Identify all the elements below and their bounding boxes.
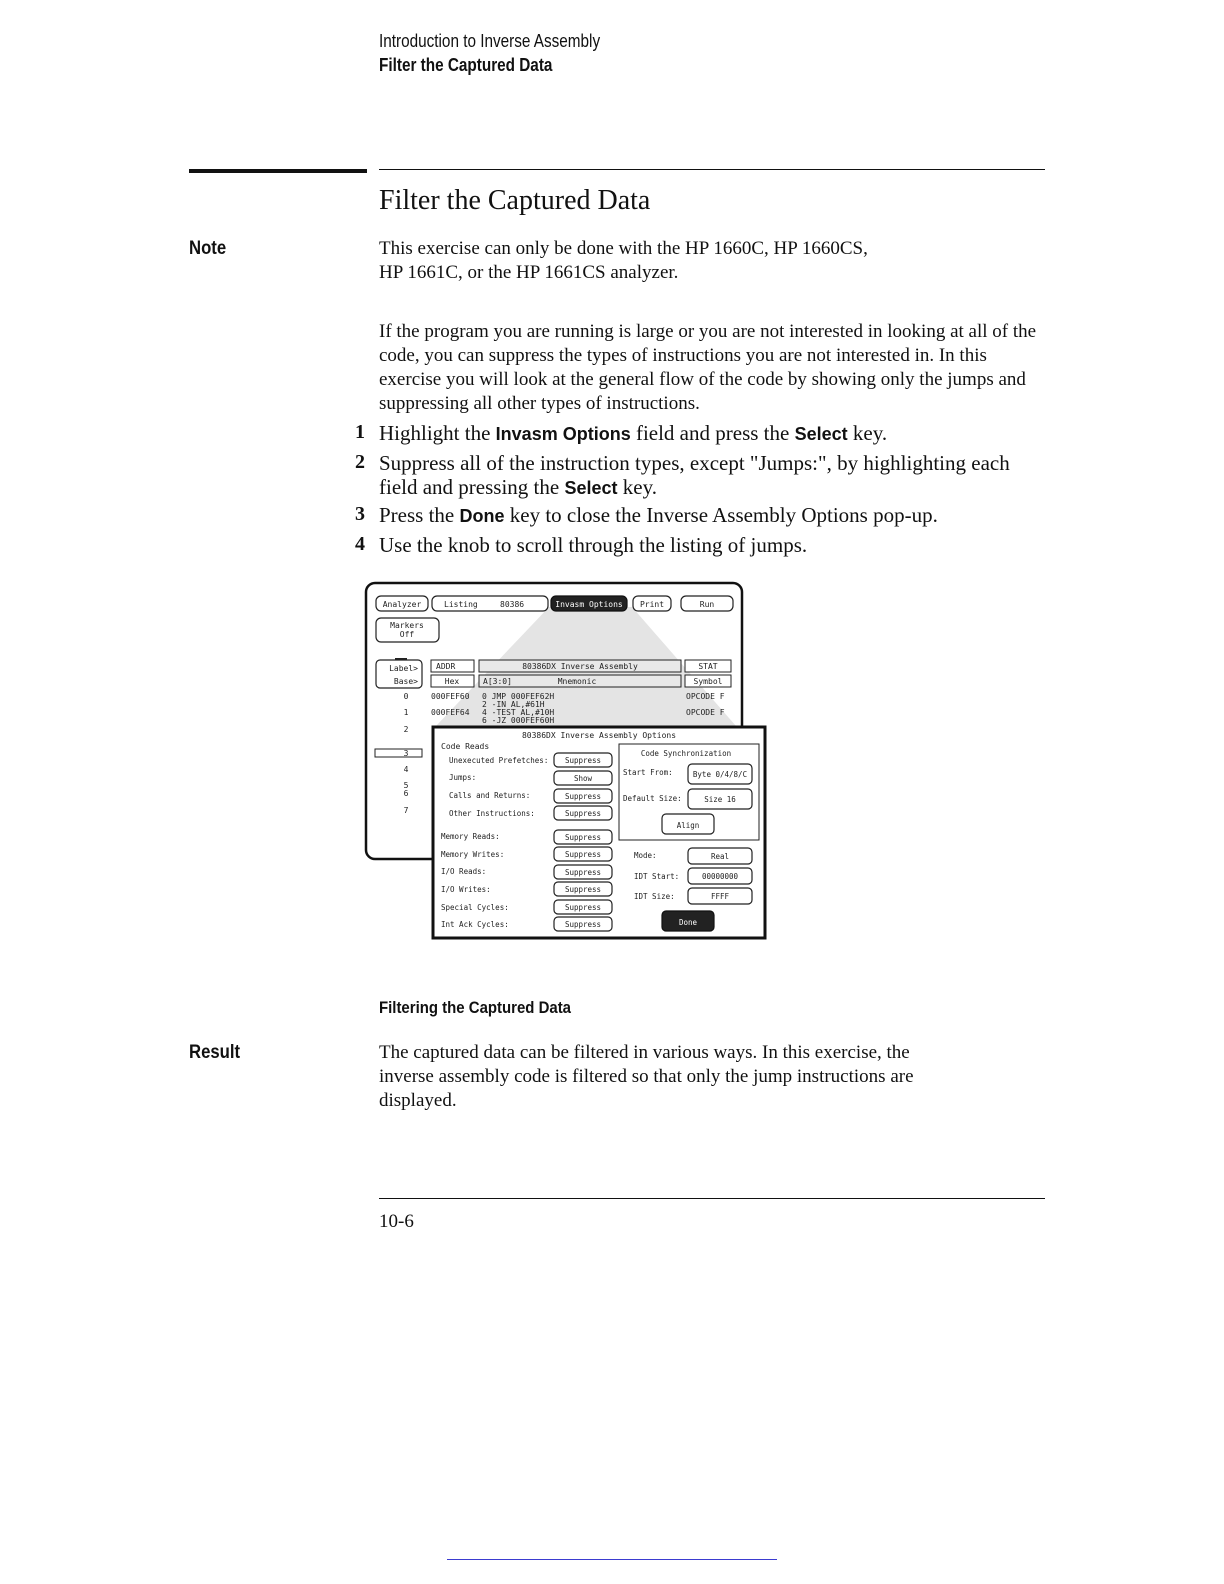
svg-text:Code Reads: Code Reads: [441, 742, 490, 751]
idt-size-field[interactable]: [688, 888, 752, 904]
option-io-writes: [441, 885, 491, 894]
svg-text:Analyzer: Analyzer: [382, 600, 422, 609]
run-button[interactable]: [681, 596, 733, 611]
key-invasm-options: Invasm Options: [495, 424, 631, 444]
svg-text:5: 5: [403, 781, 409, 790]
option-memory-reads: [441, 832, 500, 841]
step-number: 1: [355, 421, 365, 443]
label-button[interactable]: [376, 660, 422, 688]
svg-text:Show: Show: [573, 774, 593, 783]
mode-label: Mode:: [634, 851, 657, 860]
step-number: 2: [355, 451, 365, 473]
svg-text:000FEF60: 000FEF60: [431, 692, 470, 701]
svg-text:Mnemonic: Mnemonic: [557, 677, 597, 686]
io-writes-button[interactable]: [554, 882, 612, 896]
note-line-1: This exercise can only be done with the HP 1660C, HP 1660CS,: [379, 238, 868, 259]
svg-text:4: 4: [403, 765, 409, 774]
svg-text:Other Instructions:: Other Instructions:: [449, 809, 535, 818]
memory-reads-button[interactable]: [554, 830, 612, 844]
svg-text:I/O Writes:: I/O Writes:: [441, 885, 491, 894]
svg-text:00000000: 00000000: [701, 872, 739, 881]
idt-start-field[interactable]: [688, 868, 752, 884]
result-text: [379, 1041, 1041, 1113]
footer-rule: [379, 1198, 1045, 1199]
svg-text:Print: Print: [639, 600, 665, 609]
svg-text:Suppress: Suppress: [564, 833, 602, 842]
unexecuted-prefetches-button[interactable]: [554, 753, 612, 767]
svg-text:Base>: Base>: [393, 677, 418, 686]
option-io-reads: [441, 867, 486, 876]
intro-paragraph: If the program you are running is large or you are not interested in looking at all of the code, you can suppress the types of instructions you are not interested in. In this exercise you will look at the general flow of the code by showing only the jumps and suppressing all other types of instructions.: [379, 321, 1037, 414]
svg-text:Hex: Hex: [444, 677, 460, 686]
svg-text:Invasm Options: Invasm Options: [555, 600, 623, 609]
svg-text:Suppress: Suppress: [564, 792, 602, 801]
svg-text:Default Size:: Default Size:: [623, 794, 682, 803]
key-select: Select: [794, 424, 848, 444]
tab-listing[interactable]: [432, 596, 548, 611]
svg-text:Calls and Returns:: Calls and Returns:: [449, 791, 531, 800]
option-int-ack-cycles: [441, 920, 509, 929]
svg-text:OPCODE F: OPCODE F: [686, 692, 725, 701]
svg-text:FFFF: FFFF: [710, 892, 730, 901]
step-text: Press the Done key to close the Inverse Assembly Options pop-up.: [379, 503, 938, 527]
svg-text:80386: 80386: [500, 600, 525, 609]
svg-text:I/O Reads:: I/O Reads:: [441, 867, 487, 876]
svg-text:Special Cycles:: Special Cycles:: [441, 903, 509, 912]
svg-text:Suppress: Suppress: [564, 868, 602, 877]
running-header-section: Filter the Captured Data: [379, 55, 553, 75]
option-jumps: [449, 773, 476, 782]
svg-text:Memory Reads:: Memory Reads:: [441, 832, 500, 841]
svg-text:2 -IN AL,#61H: 2 -IN AL,#61H: [482, 700, 545, 709]
note-line-2: HP 1661C, or the HP 1661CS analyzer.: [379, 262, 679, 283]
tab-print[interactable]: [633, 596, 671, 611]
svg-text:1: 1: [403, 708, 409, 717]
svg-text:ADDR: ADDR: [436, 662, 456, 671]
svg-text:80386DX Inverse Assembly: 80386DX Inverse Assembly: [522, 662, 638, 671]
inverse-assembly-header: [479, 660, 681, 672]
svg-text:Label>: Label>: [389, 664, 418, 673]
key-select: Select: [564, 478, 618, 498]
default-size-button[interactable]: [688, 789, 752, 809]
svg-text:Real: Real: [710, 852, 730, 861]
svg-text:Align: Align: [676, 821, 700, 830]
addr-header[interactable]: [431, 660, 474, 672]
svg-text:7: 7: [403, 806, 409, 815]
idt-size-label: IDT Size:: [634, 892, 675, 901]
stat-header[interactable]: [685, 660, 731, 672]
step-number: 4: [355, 533, 365, 555]
note-text: [379, 237, 1041, 285]
svg-text:Jumps:: Jumps:: [449, 773, 477, 782]
option-memory-writes: [441, 850, 504, 859]
svg-text:2: 2: [403, 725, 409, 734]
svg-text:Done: Done: [678, 918, 698, 927]
svg-text:0: 0: [403, 692, 409, 701]
section-rule-thin: [379, 169, 1045, 170]
svg-text:OPCODE F: OPCODE F: [686, 708, 725, 717]
inverse-assembly-options-popup: [433, 727, 765, 938]
svg-text:Int Ack Cycles:: Int Ack Cycles:: [441, 920, 509, 929]
result-line-3: displayed.: [379, 1090, 457, 1111]
tab-invasm-options[interactable]: [551, 596, 627, 611]
jumps-button[interactable]: [554, 771, 612, 785]
svg-text:Suppress: Suppress: [564, 850, 602, 859]
mode-button[interactable]: [688, 848, 752, 864]
result-label: Result: [189, 1042, 241, 1063]
option-other-instructions: [449, 809, 535, 818]
option-unexecuted-prefetches: [449, 756, 548, 765]
svg-text:Listing: Listing: [444, 600, 478, 609]
svg-text:Size 16: Size 16: [704, 795, 736, 804]
figure-caption: Filtering the Captured Data: [379, 998, 572, 1017]
svg-text:Symbol: Symbol: [693, 677, 723, 686]
option-calls-and-returns: [449, 791, 530, 800]
svg-text:Suppress: Suppress: [564, 809, 602, 818]
section-rule-thick: [189, 169, 367, 173]
svg-text:Off: Off: [399, 630, 415, 639]
svg-text:Start From:: Start From:: [623, 768, 673, 777]
svg-text:Unexecuted Prefetches:: Unexecuted Prefetches:: [449, 756, 549, 765]
key-done: Done: [459, 506, 505, 526]
start-from-button[interactable]: [688, 764, 752, 784]
svg-text:STAT: STAT: [698, 662, 718, 671]
svg-text:000FEF64: 000FEF64: [431, 708, 470, 717]
svg-text:Suppress: Suppress: [564, 903, 602, 912]
svg-text:Byte 0/4/8/C: Byte 0/4/8/C: [692, 770, 748, 779]
svg-text:A[3:0]: A[3:0]: [483, 677, 512, 686]
idt-start-label: IDT Start:: [634, 872, 680, 881]
align-button[interactable]: [662, 814, 714, 834]
int-ack-cycles-button[interactable]: [554, 917, 612, 931]
step-number: 3: [355, 503, 365, 525]
svg-text:Run: Run: [699, 600, 715, 609]
done-button[interactable]: [662, 911, 714, 931]
note-label: Note: [189, 238, 227, 259]
current-line-marker: [375, 749, 422, 757]
running-header-chapter: Introduction to Inverse Assembly: [379, 31, 601, 51]
svg-text:4 -TEST AL,#10H: 4 -TEST AL,#10H: [482, 708, 555, 717]
step-text: Suppress all of the instruction types, except "Jumps:", by highlighting each field and pressing the Select key.: [379, 451, 1010, 499]
hex-base[interactable]: [431, 675, 474, 687]
svg-text:Suppress: Suppress: [564, 920, 602, 929]
svg-text:3: 3: [403, 749, 409, 758]
symbol-base[interactable]: [685, 675, 731, 687]
step-text: Highlight the Invasm Options field and press the Select key.: [379, 421, 888, 445]
result-line-2: inverse assembly code is filtered so that only the jump instructions are: [379, 1066, 914, 1087]
markers-button[interactable]: [376, 618, 439, 642]
step-text: Use the knob to scroll through the listing of jumps.: [379, 533, 808, 557]
result-line-1: The captured data can be filtered in various ways. In this exercise, the: [379, 1042, 910, 1063]
svg-text:0 JMP 000FEF62H: 0 JMP 000FEF62H: [482, 692, 555, 701]
tab-analyzer[interactable]: [376, 596, 428, 611]
option-special-cycles: [441, 903, 509, 912]
svg-text:6: 6: [403, 789, 409, 798]
memory-writes-button[interactable]: [554, 847, 612, 861]
special-cycles-button[interactable]: [554, 900, 612, 914]
io-reads-button[interactable]: [554, 865, 612, 879]
analyzer-screen-figure: [364, 580, 770, 942]
svg-text:Markers: Markers: [390, 621, 424, 630]
calls-and-returns-button[interactable]: [554, 789, 612, 803]
other-instructions-button[interactable]: [554, 806, 612, 820]
page-number: 10-6: [379, 1211, 414, 1232]
svg-text:Suppress: Suppress: [564, 756, 602, 765]
page-title: Filter the Captured Data: [379, 185, 651, 216]
svg-text:6 -JZ 000FEF60H: 6 -JZ 000FEF60H: [482, 716, 555, 725]
svg-text:Memory Writes:: Memory Writes:: [441, 850, 505, 859]
bottom-link-underline: [447, 1559, 777, 1560]
svg-text:80386DX Inverse Assembly Optio: 80386DX Inverse Assembly Options: [521, 731, 677, 740]
svg-text:Suppress: Suppress: [564, 885, 602, 894]
svg-text:Code Synchronization: Code Synchronization: [640, 749, 732, 758]
mnemonic-header[interactable]: [479, 675, 681, 687]
